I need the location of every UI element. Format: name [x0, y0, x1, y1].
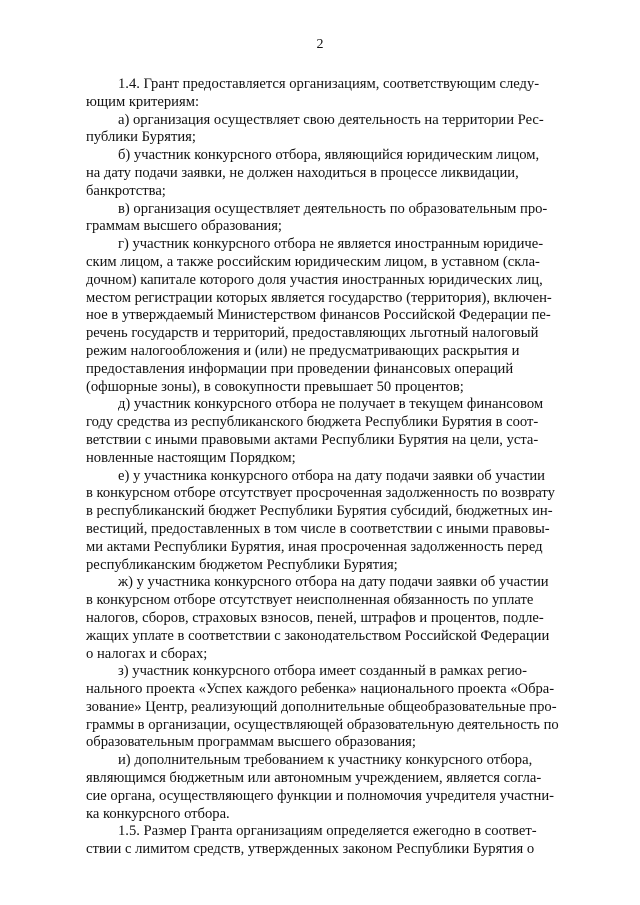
paragraph-item-e: е) у участника конкурсного отбора на дату подачи заявки об участии в конкурсном отборе отсутствует просроченная задолженность по возврату в республиканский бюджет Республики Бурятия субсидий, бюджетных ин- вестиций, предоставленных в том числе в соответствии с иными правовы- ми актами Республики Бурятия, иная просроченная задолженность перед республиканским бюджетом Республики Бурятия;: [86, 467, 555, 573]
paragraph-1-4: 1.4. Грант предоставляется организациям, соответствующим следу- ющим критериям:: [86, 76, 540, 110]
paragraph-item-zh: ж) у участника конкурсного отбора на дату подачи заявки об участии в конкурсном отборе отсутствует неисполненная обязанность по уплате налогов, сборов, страховых взносов, пеней, штрафов и процентов, подле- жащих уплате в соответствии с законодательством Российской Федерации о налогах и сборах;: [86, 574, 550, 662]
paragraph-item-z: з) участник конкурсного отбора имеет созданный в рамках регио- нального проекта «Успех каждого ребенка» национального проекта «Обра- зование» Центр, реализующий дополнительные общеобразовательные про- граммы в организации, осуществляющей образовательную деятельность по образовательным программам высшего образования;: [86, 663, 559, 751]
paragraph-item-v: в) организация осуществляет деятельность по образовательным про- граммам высшего образования;: [86, 200, 548, 235]
paragraph-item-b: б) участник конкурсного отбора, являющийся юридическим лицом, на дату подачи заявки, не должен находиться в процессе ликвидации, банкротства;: [86, 147, 540, 199]
document-body: [86, 76, 572, 859]
page-number: 2: [316, 37, 324, 52]
paragraph-item-i: и) дополнительным требованием к участнику конкурсного отбора, являющимся бюджетным или автономным учреждением, является согла- сие органа, осуществляющего функции и полномочия учредителя участни- ка конкурсного отбора.: [86, 752, 555, 822]
paragraph-item-d: д) участник конкурсного отбора не получает в текущем финансовом году средства из республиканского бюджета Республики Бурятия в соот- ветствии с иными правовыми актами Республики Бурятия на цели, уста- новленные настоящим Порядком;: [86, 396, 544, 466]
paragraph-item-g: г) участник конкурсного отбора не является иностранным юридиче- ским лицом, а также российским юридическим лицом, в уставном (скла- дочном) капитале которого доля участия иностранных юридических лиц, местом регистрации которых является государство (территория), включен- ное в утверждаемый Министерством финансов Российской Федерации пе- речень государств и территорий, предоставляющих льготный налоговый режим налогообложения и (или) не предусматривающих раскрытия и предоставления информации при проведении финансовых операций (офшорные зоны), в совокупности превышает 50 процентов;: [86, 236, 552, 395]
paragraph-1-5: 1.5. Размер Гранта организациям определяется ежегодно в соответ- ствии с лимитом средств, утвержденных законом Республики Бурятия о: [86, 823, 537, 858]
paragraph-item-a: а) организация осуществляет свою деятельность на территории Рес- публики Бурятия;: [86, 111, 544, 146]
